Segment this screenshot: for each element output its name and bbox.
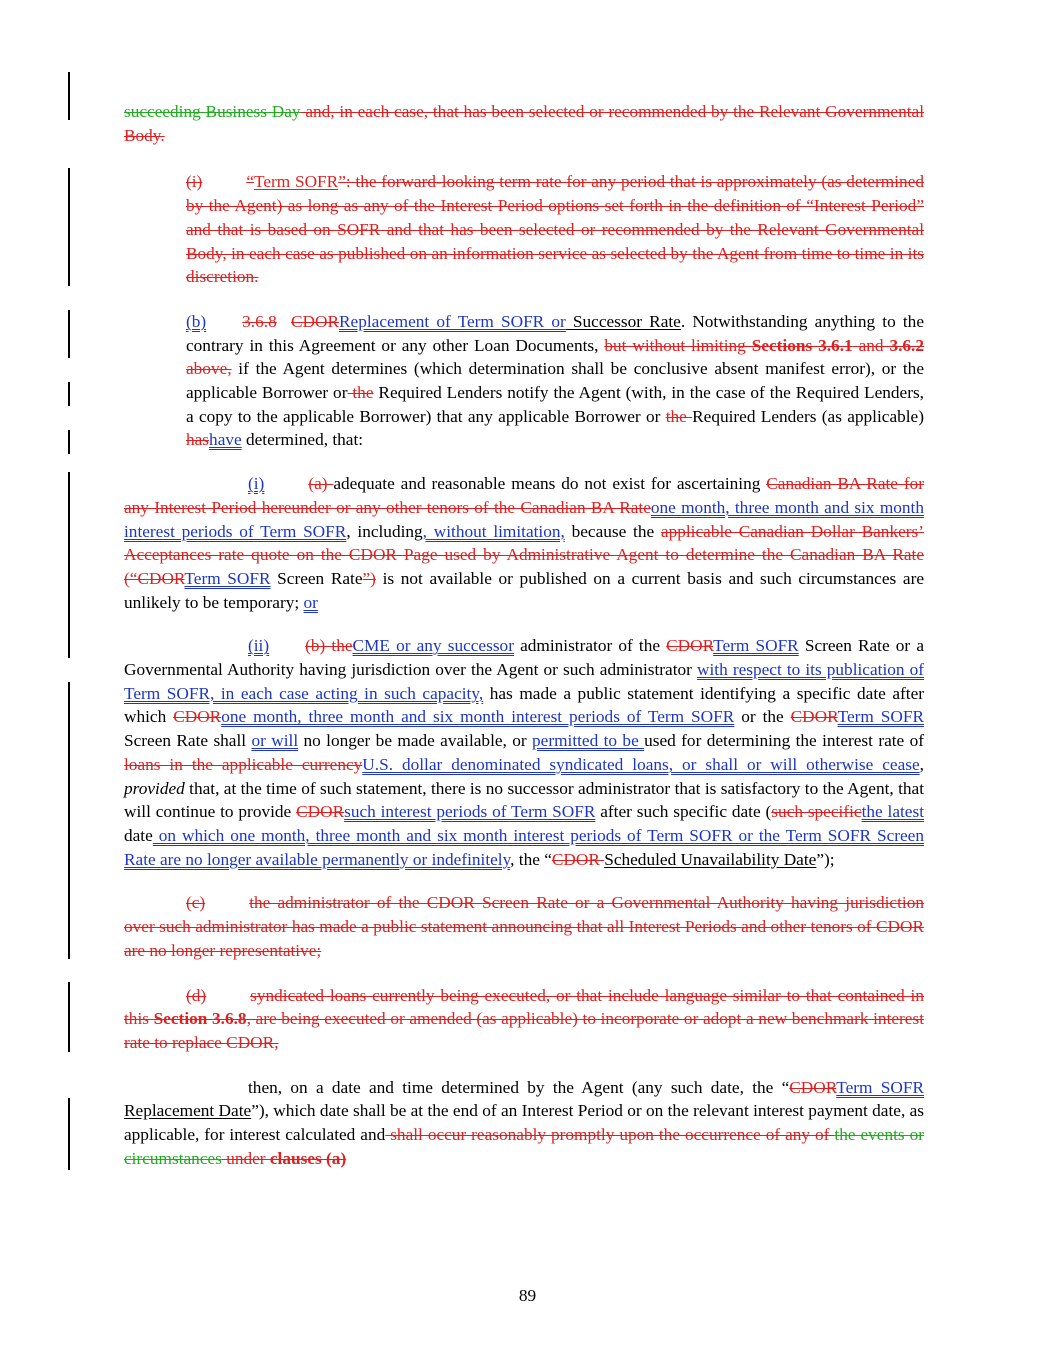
change-bar [68, 1098, 70, 1170]
change-bar [68, 382, 70, 406]
body-text: Required Lenders (as applicable) [692, 406, 924, 426]
deleted-text: Canadian BA Rate for any Interest Period hereunder or any other tenors of the Canadian BA Rate [124, 474, 924, 517]
deleted-text: loans in the applicable currency [124, 754, 363, 774]
body-text: Screen Rate or a Governmental Authority having jurisdiction over the Agent or such administrator [124, 636, 924, 680]
deleted-text: ”: the forward-looking term rate for any period that is approximately (as determined by the Agent) as long as any of the Interest Period options set forth in the definition of “Interest Period” and that is based on SOFR and that has been selected or recommended by the Relevant Governmental Body, in each case as published on an information service as selected by the Agent from time to time in its discretion. [186, 172, 925, 287]
change-bar [68, 982, 70, 1052]
paragraph-term-sofr-definition [124, 170, 924, 289]
paragraph-continuation [124, 100, 924, 147]
body-text: then, on a date and time determined by the Agent (any such date, the “ [248, 1077, 790, 1097]
clause-number: (i) [248, 474, 265, 494]
body-text: or the [734, 707, 791, 727]
deleted-text: shall occur reasonably promptly upon the occurrence of any of [385, 1125, 835, 1145]
clause-number: (ii) [248, 636, 270, 656]
deleted-text: 3.6.2 [889, 335, 924, 355]
inserted-text: the latest [861, 802, 925, 822]
change-bar [68, 634, 70, 658]
emphasis-text: provided [124, 778, 185, 798]
moved-text: the events or circumstances [124, 1125, 924, 1168]
deleted-text: (a) [308, 474, 334, 494]
deleted-text: CDOR [789, 1077, 837, 1097]
paragraph-clause-c [124, 891, 924, 962]
change-bar [68, 168, 70, 286]
body-text: adequate and reasonable means do not exist for ascertaining [333, 474, 767, 494]
inserted-text: , without limitation, [422, 521, 565, 541]
deleted-text: CDOR [790, 707, 838, 727]
deleted-text: CDOR [173, 707, 222, 727]
deleted-text: CDOR [291, 311, 340, 331]
deleted-text: above, [186, 359, 232, 379]
deleted-text: the administrator of the CDOR Screen Rate or a Governmental Authority having jurisdiction over such administrator has made a public statement announcing that all Interest Periods and other tenors of CDOR are no longer representative; [124, 893, 924, 960]
inserted-text: Term SOFR [836, 1077, 924, 1097]
change-bar [68, 72, 70, 120]
body-text: . Notwithstanding anything to the contrary in this Agreement or any other Loan Documents, [186, 311, 924, 355]
inserted-text: Term SOFR [713, 636, 799, 656]
deleted-text: such specific [771, 802, 862, 822]
body-text: no longer be made available, or [298, 731, 533, 751]
deleted-text: has [186, 430, 210, 450]
inserted-text: one month, three month and six month interest periods of Term SOFR [124, 497, 924, 541]
clause-number: (c) [186, 893, 206, 913]
body-text: used for determining the interest rate of [644, 731, 924, 751]
deleted-text: Section 3.6.8 [153, 1009, 247, 1029]
clause-number: (d) [186, 985, 207, 1005]
inserted-text: have [209, 430, 242, 450]
section-title: Successor Rate [565, 311, 681, 331]
change-bar [68, 472, 70, 638]
inserted-text: one month, three month and six month interest periods of Term SOFR [221, 707, 735, 727]
clause-number: (i) [186, 172, 203, 192]
clause-number: (b) [186, 311, 207, 331]
inserted-text: on which one month, three month and six month interest periods of Term SOFR or the Term SOFR Screen Rate are no longer available permanently or indefinitely [124, 825, 924, 869]
inserted-text: or will [251, 731, 299, 751]
deleted-text: ”) [362, 568, 376, 588]
deleted-text: , are being executed or amended (as applicable) to incorporate or adopt a new benchmark interest rate to replace CDOR, [124, 1009, 924, 1052]
deleted-text: under [221, 1148, 270, 1168]
section-title-inserted: Replacement of Term SOFR or [339, 311, 566, 331]
moved-text: succeeding Business Day [124, 102, 301, 121]
defined-term: Replacement Date [124, 1101, 252, 1121]
deleted-text: clauses (a) [269, 1148, 347, 1168]
body-text: ”), which date shall be at the end of an Interest Period or on the relevant interest payment date, as applicable, for interest calculated and [124, 1101, 925, 1145]
paragraph-then [124, 1076, 924, 1171]
change-bar [68, 430, 70, 454]
deleted-text: the [347, 383, 374, 403]
inserted-text: CME or any successor [352, 636, 514, 656]
paragraph-clause-ii [124, 634, 924, 871]
body-text: has made a public statement identifying a specific date after which [124, 683, 925, 727]
inserted-text: U.S. dollar denominated syndicated loans, or shall or will otherwise cease [362, 754, 920, 774]
inserted-text: Term SOFR [184, 568, 271, 588]
deleted-text: CDOR [296, 802, 345, 822]
body-text: if the Agent determines (which determination shall be conclusive absent manifest error), or the applicable Borrower or [186, 359, 924, 403]
deleted-section-number: 3.6.8 [242, 311, 277, 331]
page-number: 89 [518, 1286, 537, 1305]
body-text: is not available or published on a current basis and such circumstances are unlikely to be temporary; [124, 568, 924, 612]
deleted-text: the [665, 406, 693, 426]
defined-term: Scheduled Unavailability Date [604, 849, 817, 869]
inserted-text: Term SOFR [837, 707, 924, 727]
document-page [124, 100, 924, 1170]
deleted-text: CDOR [551, 849, 605, 869]
deleted-text: Sections 3.6.1 [751, 335, 853, 355]
deleted-text: applicable Canadian Dollar Bankers’ Acceptances rate quote on the CDOR Page used by Administrative Agent to determine the Canadian BA Rate (“ [124, 521, 924, 588]
paragraph-clause-d [124, 984, 924, 1055]
deleted-text: CDOR [666, 636, 714, 656]
deleted-text: but without limiting [604, 335, 752, 355]
body-text: because the [564, 521, 661, 541]
deleted-text: CDOR [137, 568, 185, 588]
deleted-text: (b) the [305, 636, 353, 656]
body-text: Required Lenders notify the Agent (with, in the case of the Required Lenders, a copy to the applicable Borrower) that any applicable Borrower or [186, 383, 924, 426]
deleted-text: syndicated loans currently being executed, or that include language similar to that contained in this [124, 985, 924, 1029]
deleted-text: and [852, 335, 890, 355]
paragraph-clause-i [124, 472, 924, 614]
body-text: , [919, 754, 924, 774]
inserted-text: or [303, 592, 318, 612]
body-text: determined, that: [241, 430, 364, 450]
body-text: administrator of the [513, 636, 667, 656]
body-text: ”); [816, 849, 835, 869]
body-text: after such specific date ( [595, 802, 772, 822]
body-text: date [124, 825, 153, 845]
change-bar [68, 682, 70, 920]
body-text: , including [346, 521, 423, 541]
defined-term: Term SOFR [253, 172, 339, 192]
body-text: that, at the time of such statement, there is no successor administrator that is satisfactory to the Agent, that will continue to provide [124, 778, 924, 822]
deleted-text: and, in each case, that has been selected or recommended by the Relevant Governmental Body. [124, 102, 925, 145]
inserted-text: with respect to its publication of Term SOFR, in each case acting in such capacity, [124, 660, 925, 703]
change-bar [68, 889, 70, 959]
inserted-text: permitted to be [532, 731, 645, 751]
paragraph-replacement-heading [124, 310, 924, 452]
body-text: Screen Rate [270, 568, 363, 588]
body-text: Screen Rate shall [124, 731, 252, 751]
deleted-text: “ [246, 172, 254, 192]
change-bar [68, 310, 70, 358]
inserted-text: such interest periods of Term SOFR [344, 802, 596, 822]
body-text: , the “ [510, 849, 552, 869]
